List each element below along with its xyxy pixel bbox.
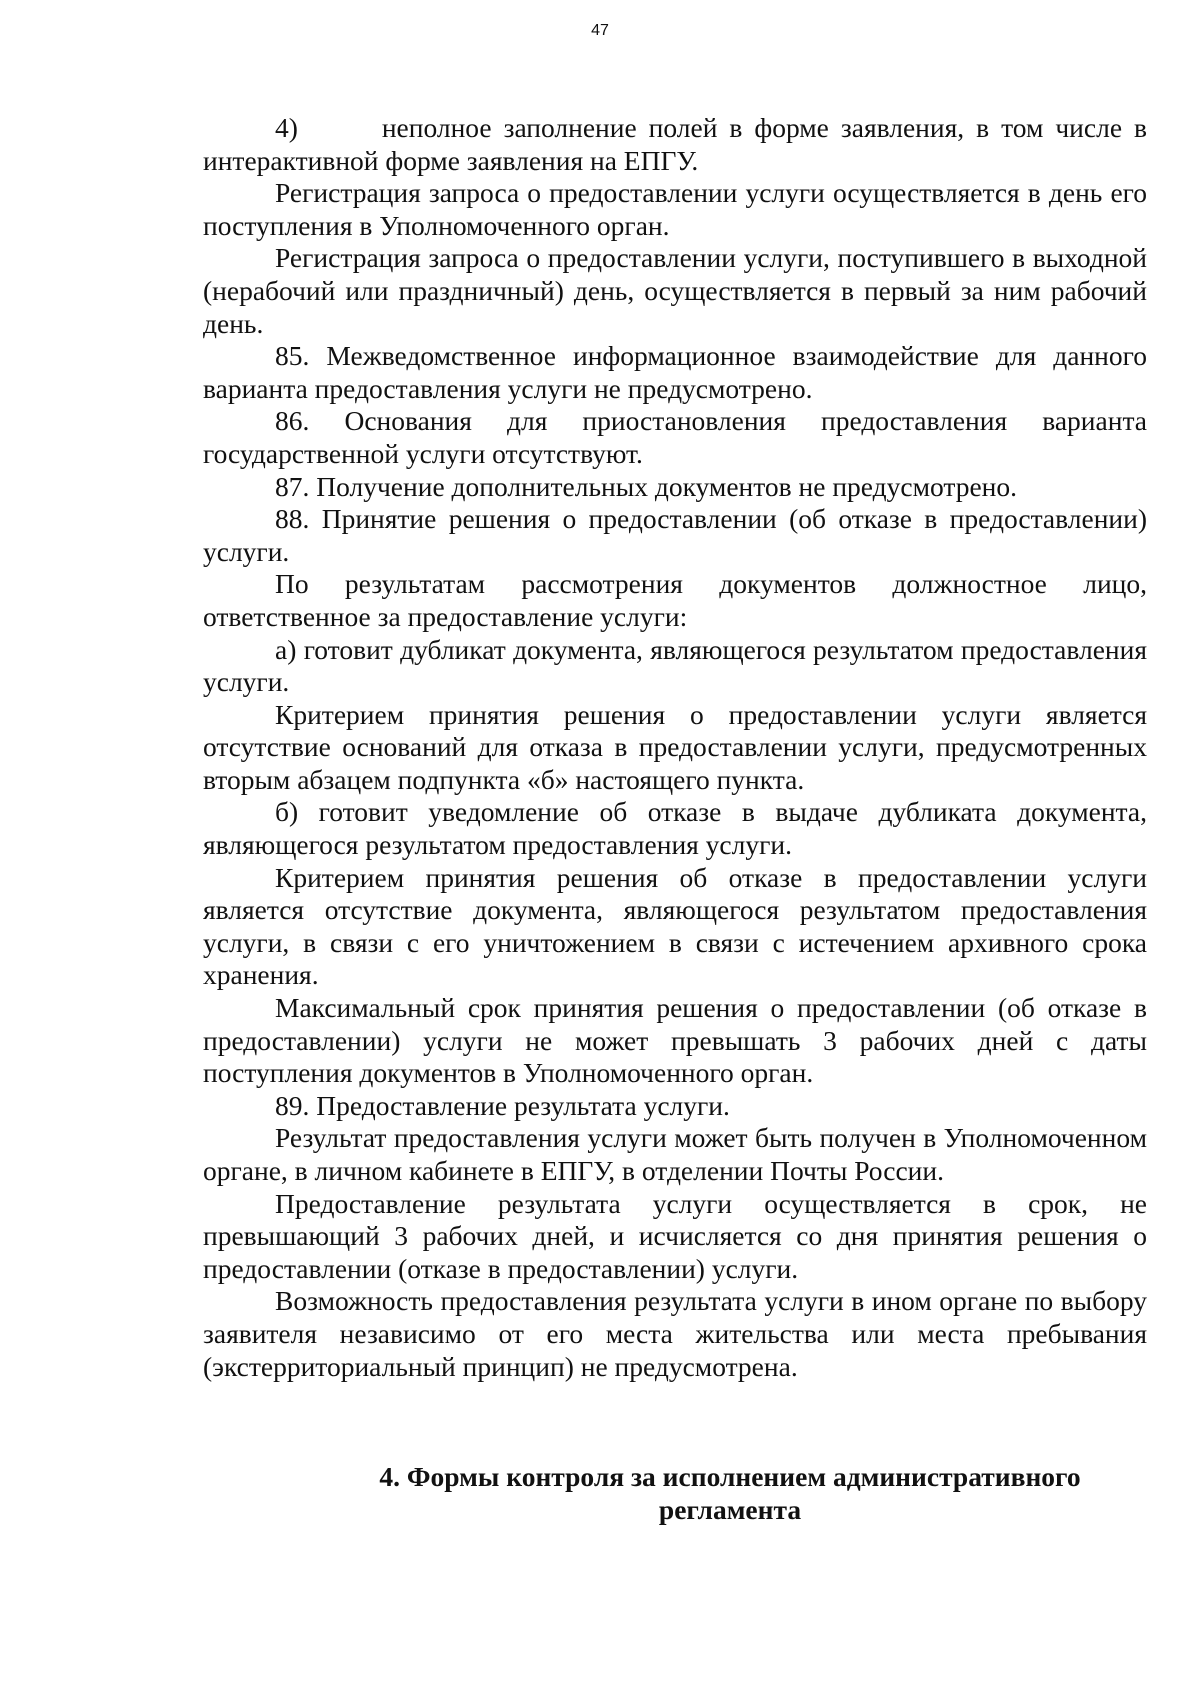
document-body	[203, 112, 1147, 1383]
section-heading: 4. Формы контроля за исполнением административного регламента	[379, 1461, 1081, 1525]
page-number: 47	[591, 22, 609, 39]
paragraph: 89. Предоставление результата услуги.	[275, 1089, 730, 1121]
paragraph: Регистрация запроса о предоставлении услуги, поступившего в выходной (нерабочий или праздничный) день, осуществляется в первый за ним рабочий день.	[203, 242, 1147, 339]
paragraph: 87. Получение дополнительных документов не предусмотрено.	[275, 470, 1018, 502]
paragraph: а) готовит дубликат документа, являющегося результатом предоставления услуги.	[203, 633, 1147, 698]
paragraph: Предоставление результата услуги осуществляется в срок, не превышающий 3 рабочих дней, и исчисляется со дня принятия решения о предоставлении (отказе в предоставлении) услуги.	[203, 1187, 1147, 1284]
paragraph: Возможность предоставления результата услуги в ином органе по выбору заявителя независимо от его места жительства или места пребывания (экстерриториальный принцип) не предусмотрена.	[203, 1285, 1147, 1382]
paragraph: 85. Межведомственное информационное взаимодействие для данного варианта предоставления услуги не предусмотрено.	[203, 340, 1147, 404]
paragraph: Критерием принятия решения об отказе в предоставлении услуги является отсутствие документа, являющегося результатом предоставления услуги, в связи с его уничтожением в связи с истечением архивного срока хранения.	[203, 861, 1147, 991]
paragraph: 88. Принятие решения о предоставлении (об отказе в предоставлении) услуги.	[203, 503, 1147, 567]
paragraph: 86. Основания для приостановления предоставления варианта государственной услуги отсутствуют.	[203, 405, 1147, 469]
paragraph: Максимальный срок принятия решения о предоставлении (об отказе в предоставлении) услуги не может превышать 3 рабочих дней с даты поступления документов в Уполномоченного орган.	[203, 992, 1147, 1089]
paragraph: Критерием принятия решения о предоставлении услуги является отсутствие оснований для отказа в предоставлении услуги, предусмотренных вторым абзацем подпункта «б» настоящего пункта.	[203, 698, 1147, 795]
paragraph: Регистрация запроса о предоставлении услуги осуществляется в день его поступления в Уполномоченного орган.	[203, 177, 1147, 241]
paragraph: По результатам рассмотрения документов должностное лицо, ответственное за предоставление услуги:	[203, 568, 1147, 632]
paragraph: 4) неполное заполнение полей в форме заявления, в том числе в интерактивной форме заявления на ЕПГУ.	[203, 112, 1147, 176]
paragraph: Результат предоставления услуги может быть получен в Уполномоченном органе, в личном кабинете в ЕПГУ, в отделении Почты России.	[203, 1122, 1147, 1186]
paragraph: б) готовит уведомление об отказе в выдаче дубликата документа, являющегося результатом предоставления услуги.	[203, 796, 1147, 861]
